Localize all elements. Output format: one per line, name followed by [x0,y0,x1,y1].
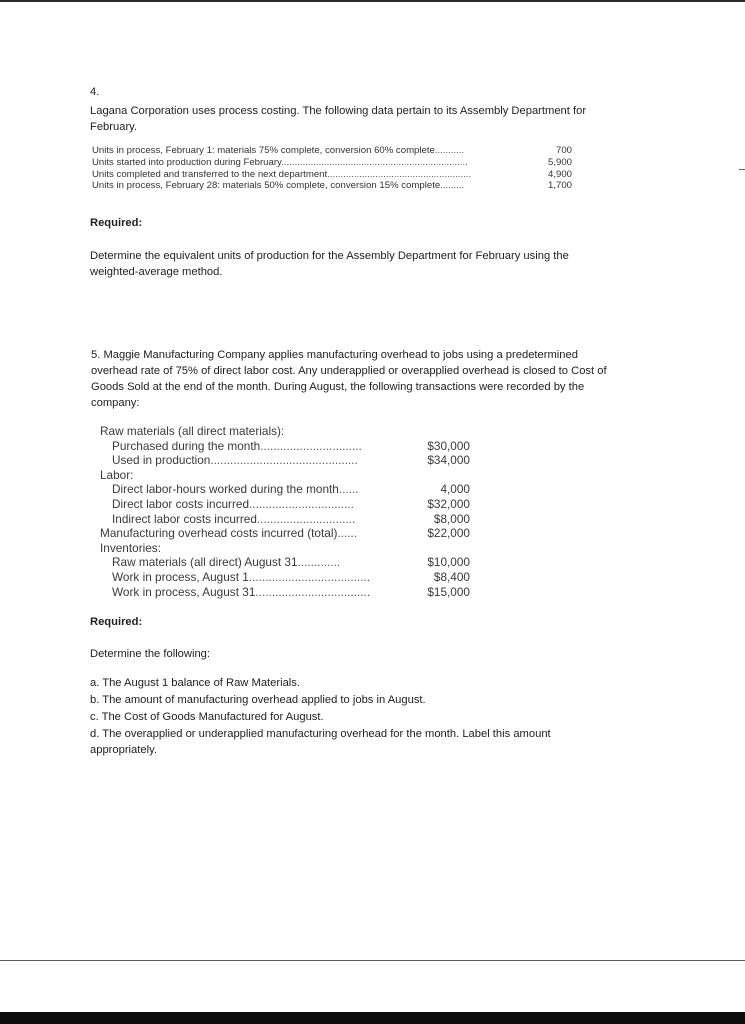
table-row [100,541,470,556]
table-row [100,453,470,468]
row-value: 4,000 [440,482,470,497]
row-value: $32,000 [427,496,470,511]
leader-dots: ............. [297,555,341,570]
leader-dots: ..................................... [248,569,371,584]
leader-dots: ................................ [249,496,354,511]
table-row [92,157,572,169]
problem-5-item-c: c. The Cost of Goods Manufactured for August. [90,711,324,723]
row-value: $15,000 [427,584,470,599]
table-row [92,145,572,157]
problem-4-intro-line-2: February. [90,121,138,133]
row-label: Direct labor costs incurred [112,496,250,511]
row-value: 700 [555,145,572,156]
row-label: Raw materials (all direct materials): [100,424,285,438]
leader-dots: ...................................................................... [281,156,468,168]
row-label: Manufacturing overhead costs incurred (total) [100,526,338,541]
row-value [400,468,470,483]
row-value: $22,000 [427,526,470,541]
problem-5-item-d-continued: appropriately. [90,744,157,756]
problem-5-transactions-table [100,424,470,599]
table-row [92,180,572,192]
problem-5-item-a: a. The August 1 balance of Raw Materials. [90,677,300,689]
row-label: Direct labor-hours worked during the month [112,482,339,497]
row-value: $8,400 [433,569,470,584]
row-label: Units in process, February 1: materials 75% complete, conversion 60% complete [92,145,435,156]
table-row [100,439,470,454]
row-value: $34,000 [427,453,470,468]
table-row [92,169,572,181]
row-label: Raw materials (all direct) August 31 [112,555,298,570]
scan-bottom-edge [0,1012,745,1024]
table-row [100,570,470,585]
problem-4-required-line-1: Determine the equivalent units of production for the Assembly Department for February using the [90,250,569,262]
problem-4-number: 4. [90,86,100,98]
row-value: $10,000 [427,555,470,570]
row-label: Inventories: [100,540,161,555]
row-label: Work in process, August 31 [112,584,256,599]
problem-4-intro-line-1: Lagana Corporation uses process costing. The following data pertain to its Assembly Department for [90,105,587,117]
problem-4-required-heading: Required: [90,217,143,229]
row-label: Labor: [100,467,134,482]
row-label: Used in production [112,453,211,468]
leader-dots: ............................... [260,438,362,453]
row-value [400,541,470,556]
row-label: Units started into production during February [92,156,282,168]
leader-dots: ........... [434,145,465,156]
problem-5-intro-line-4: company: [91,397,140,409]
scan-bottom-line [0,960,745,961]
table-row [100,497,470,512]
leader-dots: ...... [338,482,359,497]
row-value: 4,900 [547,168,572,180]
table-row [100,585,470,600]
problem-5-intro-line-1: 5. Maggie Manufacturing Company applies manufacturing overhead to jobs using a predetermined [91,349,578,361]
row-value: 5,900 [547,156,572,168]
table-row [100,468,470,483]
problem-4-required-line-2: weighted-average method. [90,266,223,278]
row-value [400,424,470,439]
row-label: Units completed and transferred to the next department [92,168,328,180]
leader-dots: ...................................................... [327,168,472,180]
table-row [100,512,470,527]
table-row [100,555,470,570]
leader-dots: .............................. [256,511,356,526]
problem-5-required-heading: Required: [90,616,143,628]
row-value: $8,000 [433,511,470,526]
row-value: $30,000 [427,438,470,453]
problem-5-item-d: d. The overapplied or underapplied manufacturing overhead for the month. Label this amount [90,728,551,740]
scan-mark [739,169,745,170]
problem-5-item-b: b. The amount of manufacturing overhead applied to jobs in August. [90,694,426,706]
leader-dots: ................................... [255,584,371,599]
row-value: 1,700 [547,180,572,192]
problem-5-intro-line-2: overhead rate of 75% of direct labor cost. Any underapplied or overapplied overhead is closed to Cost of [91,365,607,377]
problem-5-intro-line-3: Goods Sold at the end of the month. During August, the following transactions were recorded by the [91,381,585,393]
leader-dots: ......... [440,180,465,192]
row-label: Work in process, August 1 [112,569,249,584]
table-row [100,482,470,497]
problem-5-determine-line: Determine the following: [90,648,211,660]
problem-4-units-table [92,145,572,192]
row-label: Units in process, February 28: materials 50% complete, conversion 15% complete [92,180,441,192]
table-row [100,424,470,439]
table-row [100,526,470,541]
scan-top-border [0,0,745,2]
row-label: Purchased during the month [112,438,261,453]
row-label: Indirect labor costs incurred [112,511,257,526]
leader-dots: ............................................. [210,453,358,468]
leader-dots: ...... [337,526,358,541]
